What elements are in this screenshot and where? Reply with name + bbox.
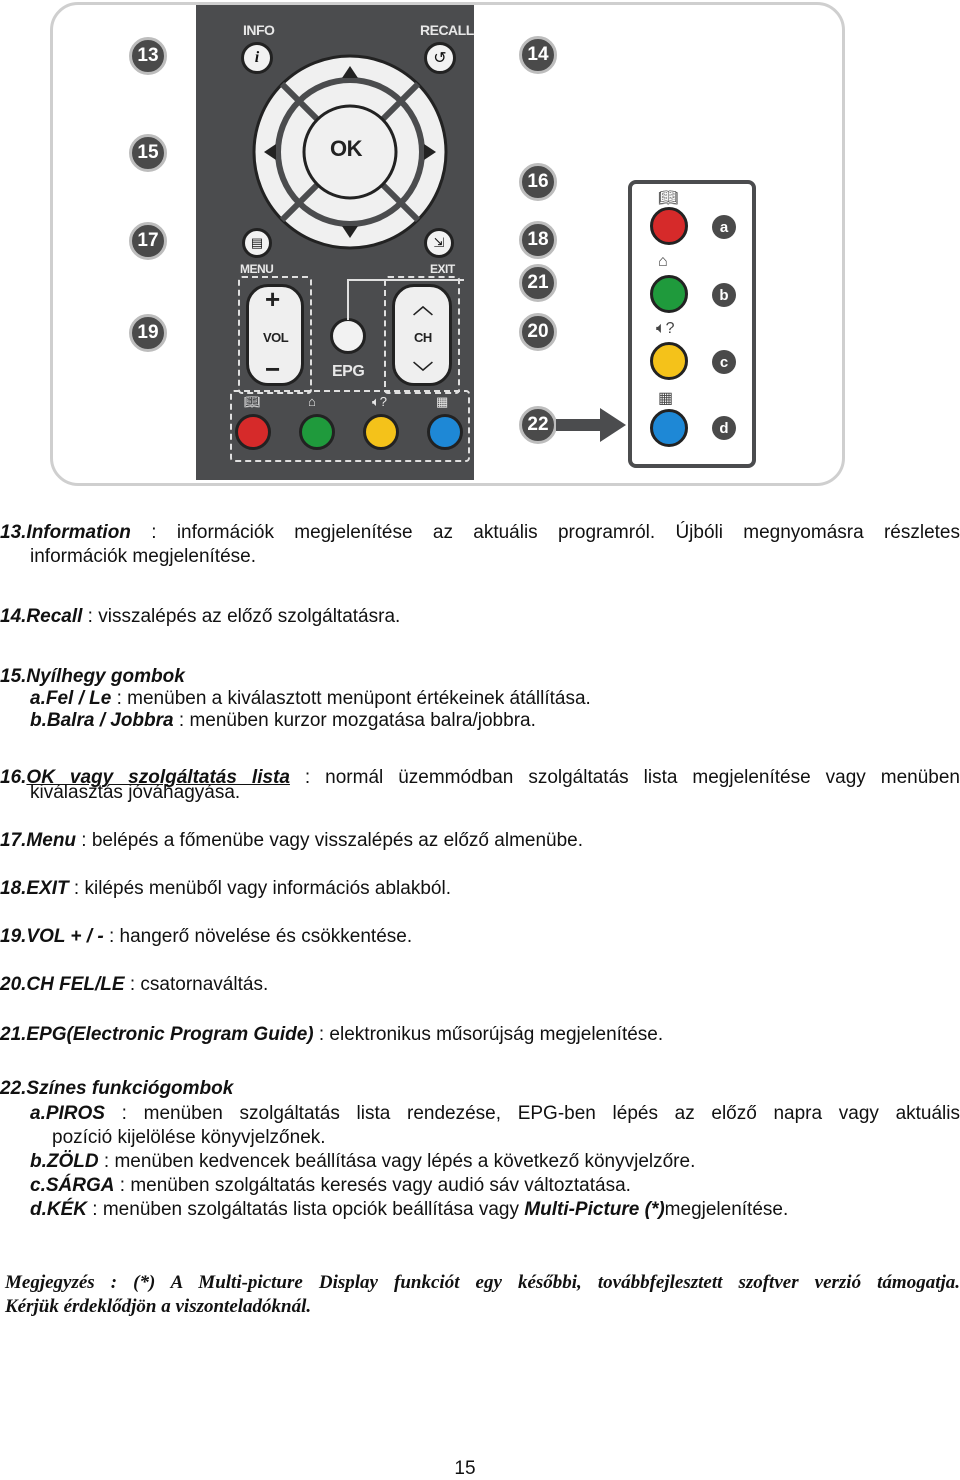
favorite-icon: ⌂ — [658, 253, 668, 270]
yellow-button[interactable] — [363, 414, 399, 450]
item-15: 15.Nyílhegy gombok — [0, 666, 185, 687]
letter-d: d — [712, 416, 736, 440]
item-20: 20.CH FEL/LE : csatornaváltás. — [0, 974, 269, 995]
multipicture-icon: ▦ — [658, 390, 674, 407]
item-14: 14.Recall : visszalépés az előző szolgáltatásra. — [0, 606, 401, 627]
callout-20: 20 — [519, 313, 557, 351]
green-button-detail — [650, 275, 688, 313]
letter-a: a — [712, 215, 736, 239]
ch-label: CH — [414, 330, 432, 345]
callout-18: 18 — [519, 221, 557, 259]
item-22d: d.KÉK : menüben szolgáltatás lista opciók beállítása vagy Multi-Picture (*)megjelenítése. — [30, 1199, 789, 1220]
red-button[interactable] — [235, 414, 271, 450]
recall-label: RECALL — [420, 22, 474, 38]
letter-b: b — [712, 283, 736, 307]
item-13: 13.Information : információk megjelenítése az aktuális programról. Újbóli megnyomásra részletes — [0, 522, 960, 543]
callout-21: 21 — [519, 264, 557, 302]
item-19: 19.VOL + / - : hangerő növelése és csökkentése. — [0, 926, 413, 947]
item-15a: a.Fel / Le : menüben a kiválasztott menüpont értékeinek átállítása. — [30, 688, 591, 709]
audio-icon: 🔈︎? — [656, 320, 675, 337]
blue-button-detail — [650, 409, 688, 447]
callout-22: 22 — [519, 406, 557, 444]
item-16-cont: kiválasztás jóváhagyása. — [30, 782, 241, 803]
item-21: 21.EPG(Electronic Program Guide) : elektronikus műsorújság megjelenítése. — [0, 1024, 664, 1045]
item-22c: c.SÁRGA : menüben szolgáltatás keresés vagy audió sáv változtatása. — [30, 1175, 631, 1196]
exit-icon: ⇲ — [433, 235, 445, 250]
exit-label: EXIT — [430, 262, 455, 276]
item-13-cont: információk megjelenítése. — [30, 546, 256, 567]
red-button-detail — [650, 207, 688, 245]
callout-14: 14 — [519, 36, 557, 74]
bookmark-icon: 📖︎ — [658, 190, 679, 207]
vol-minus-label[interactable]: − — [265, 354, 280, 384]
item-22a-cont: pozíció kijelölése könyvjelzőnek. — [52, 1127, 326, 1148]
info-label: INFO — [243, 22, 275, 38]
item-22: 22.Színes funkciógombok — [0, 1078, 234, 1099]
item-17: 17.Menu : belépés a főmenübe vagy visszalépés az előző almenübe. — [0, 830, 584, 851]
ch-down-icon[interactable]: ﹀ — [413, 362, 433, 384]
item-18: 18.EXIT : kilépés menüből vagy információs ablakból. — [0, 878, 451, 899]
epg-label: EPG — [332, 363, 365, 380]
vol-plus-label[interactable]: + — [265, 284, 280, 314]
menu-button[interactable] — [242, 228, 272, 258]
item-22b: b.ZÖLD : menüben kedvencek beállítása vagy lépés a következő könyvjelzőre. — [30, 1151, 696, 1172]
callout-15: 15 — [129, 134, 167, 172]
callout-13: 13 — [129, 37, 167, 75]
arrow-right-icon — [556, 408, 628, 442]
vol-label: VOL — [263, 330, 289, 345]
multipicture-icon: ▦ — [436, 394, 449, 409]
callout-19: 19 — [129, 314, 167, 352]
menu-icon: ▤ — [250, 235, 264, 250]
ch-up-icon[interactable]: ︿ — [413, 296, 433, 318]
exit-button[interactable] — [424, 228, 454, 258]
note-line-2: Kérjük érdeklődjön a viszonteladóknál. — [5, 1296, 312, 1317]
item-22a: a.PIROS : menüben szolgáltatás lista rendezése, EPG-ben lépés az előző napra vagy aktuális — [30, 1103, 960, 1124]
audio-icon: 🔈︎? — [372, 394, 388, 409]
color-buttons-detail-panel — [628, 180, 756, 468]
note-line-1: Megjegyzés : (*) A Multi-picture Display funkciót egy későbbi, továbbfejlesztett szoftver verzió támogatja. — [5, 1272, 960, 1293]
callout-16: 16 — [519, 163, 557, 201]
callout-17: 17 — [129, 222, 167, 260]
recall-icon: ↺ — [433, 50, 447, 67]
yellow-button-detail — [650, 342, 688, 380]
green-button[interactable] — [299, 414, 335, 450]
letter-c: c — [712, 350, 736, 374]
favorite-icon: ⌂ — [308, 394, 316, 409]
info-icon: i — [254, 49, 260, 66]
ok-button-label[interactable]: OK — [330, 136, 362, 161]
item-15b: b.Balra / Jobbra : menüben kurzor mozgatása balra/jobbra. — [30, 710, 536, 731]
blue-button[interactable] — [427, 414, 463, 450]
item-16: 16.OK vagy szolgáltatás lista : normál üzemmódban szolgáltatás lista megjelenítése vagy menüben — [0, 767, 960, 788]
page-number: 15 — [454, 1458, 476, 1479]
bookmark-icon: 📖︎ — [244, 394, 261, 409]
menu-label: MENU — [240, 262, 274, 276]
